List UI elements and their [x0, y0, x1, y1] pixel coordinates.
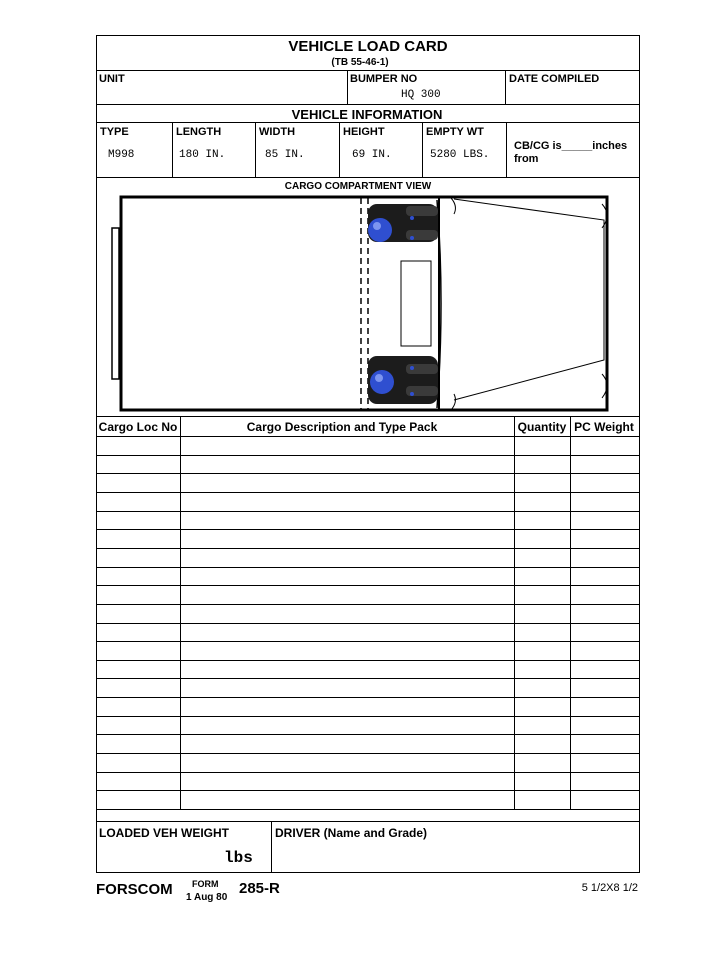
pc-weight-cell[interactable] [571, 530, 638, 547]
cargo-view-title: CARGO COMPARTMENT VIEW [284, 181, 432, 192]
pc-weight-cell[interactable] [571, 568, 638, 585]
cargo-loc-cell[interactable] [97, 717, 180, 734]
quantity-cell[interactable] [515, 474, 570, 491]
cargo-loc-cell[interactable] [97, 586, 180, 603]
empty-wt-field[interactable]: 5280 LBS. [430, 149, 490, 161]
divider [255, 122, 256, 177]
form-date: 1 Aug 80 [186, 892, 228, 903]
pc-weight-cell[interactable] [571, 717, 638, 734]
quantity-cell[interactable] [515, 624, 570, 641]
seated-soldier-figure [368, 204, 438, 242]
quantity-cell[interactable] [515, 493, 570, 510]
divider [271, 821, 272, 873]
divider [96, 70, 640, 71]
cargo-description-cell[interactable] [181, 586, 514, 603]
cargo-loc-cell[interactable] [97, 549, 180, 566]
pc-weight-cell[interactable] [571, 791, 638, 808]
quantity-cell[interactable] [515, 437, 570, 454]
cargo-description-cell[interactable] [181, 791, 514, 808]
pc-weight-cell[interactable] [571, 474, 638, 491]
width-label: WIDTH [259, 126, 296, 138]
hood-outline [454, 199, 604, 400]
cargo-loc-cell[interactable] [97, 773, 180, 790]
cargo-loc-cell[interactable] [97, 624, 180, 641]
cargo-description-cell[interactable] [181, 642, 514, 659]
col-header-quantity: Quantity [517, 420, 567, 434]
length-label: LENGTH [176, 126, 222, 138]
pc-weight-cell[interactable] [571, 735, 638, 752]
cargo-loc-cell[interactable] [97, 605, 180, 622]
cargo-loc-cell[interactable] [97, 530, 180, 547]
quantity-cell[interactable] [515, 605, 570, 622]
height-field[interactable]: 69 IN. [352, 149, 392, 161]
quantity-cell[interactable] [515, 773, 570, 790]
cargo-description-cell[interactable] [181, 717, 514, 734]
loaded-weight-unit: lbs [224, 849, 253, 867]
cargo-description-cell[interactable] [181, 735, 514, 752]
cargo-description-cell[interactable] [181, 437, 514, 454]
cargo-description-cell[interactable] [181, 568, 514, 585]
quantity-cell[interactable] [515, 791, 570, 808]
quantity-cell[interactable] [515, 642, 570, 659]
cargo-loc-cell[interactable] [97, 791, 180, 808]
cargo-description-cell[interactable] [181, 493, 514, 510]
pc-weight-cell[interactable] [571, 679, 638, 696]
forscom-label: FORSCOM [96, 881, 173, 898]
driver-label: DRIVER (Name and Grade) [275, 826, 428, 840]
pc-weight-cell[interactable] [571, 642, 638, 659]
cargo-description-cell[interactable] [181, 474, 514, 491]
pc-weight-cell[interactable] [571, 456, 638, 473]
pc-weight-cell[interactable] [571, 773, 638, 790]
quantity-cell[interactable] [515, 456, 570, 473]
divider [505, 70, 506, 104]
cargo-loc-cell[interactable] [97, 661, 180, 678]
pc-weight-cell[interactable] [571, 624, 638, 641]
cargo-loc-cell[interactable] [97, 735, 180, 752]
bumper-no-label: BUMPER NO [350, 73, 418, 85]
quantity-cell[interactable] [515, 586, 570, 603]
cargo-loc-cell[interactable] [97, 642, 180, 659]
center-console [401, 261, 431, 346]
cargo-bed-outline [121, 197, 607, 410]
bumper-no-field[interactable]: HQ 300 [401, 89, 441, 101]
height-label: HEIGHT [343, 126, 385, 138]
col-header-pc-weight: PC Weight [574, 420, 634, 434]
form-number: 285-R [239, 880, 280, 897]
pc-weight-cell[interactable] [571, 698, 638, 715]
cargo-description-cell[interactable] [181, 679, 514, 696]
quantity-cell[interactable] [515, 754, 570, 771]
quantity-cell[interactable] [515, 568, 570, 585]
form-title: VEHICLE LOAD CARD [288, 38, 448, 55]
cargo-loc-cell[interactable] [97, 512, 180, 529]
cargo-description-cell[interactable] [181, 624, 514, 641]
quantity-cell[interactable] [515, 530, 570, 547]
quantity-cell[interactable] [515, 717, 570, 734]
cargo-description-cell[interactable] [181, 512, 514, 529]
quantity-cell[interactable] [515, 661, 570, 678]
pc-weight-cell[interactable] [571, 586, 638, 603]
col-header-description: Cargo Description and Type Pack [246, 420, 438, 434]
pc-weight-cell[interactable] [571, 437, 638, 454]
divider [339, 122, 340, 177]
date-compiled-label: DATE COMPILED [509, 73, 600, 85]
pc-weight-cell[interactable] [571, 754, 638, 771]
cargo-loc-cell[interactable] [97, 679, 180, 696]
cargo-loc-cell[interactable] [97, 456, 180, 473]
tailgate [112, 228, 119, 379]
divider [96, 416, 640, 417]
divider [422, 122, 423, 177]
empty-wt-label: EMPTY WT [426, 126, 484, 138]
cargo-description-cell[interactable] [181, 773, 514, 790]
col-header-cargo-loc: Cargo Loc No [98, 420, 178, 434]
cargo-description-cell[interactable] [181, 456, 514, 473]
cargo-description-cell[interactable] [181, 754, 514, 771]
divider [96, 821, 640, 822]
type-field[interactable]: M998 [108, 149, 135, 161]
row-divider [96, 809, 640, 810]
quantity-cell[interactable] [515, 512, 570, 529]
cargo-loc-cell[interactable] [97, 698, 180, 715]
cbcg-label: CB/CG is_____inches [514, 140, 628, 152]
divider [96, 104, 640, 105]
quantity-cell[interactable] [515, 735, 570, 752]
unit-label: UNIT [99, 73, 125, 85]
cargo-description-cell[interactable] [181, 549, 514, 566]
cargo-loc-cell[interactable] [97, 568, 180, 585]
length-field[interactable]: 180 IN. [179, 149, 226, 161]
vehicle-top-view-diagram [96, 190, 640, 416]
loaded-weight-label: LOADED VEH WEIGHT [99, 826, 230, 840]
pc-weight-cell[interactable] [571, 493, 638, 510]
divider [96, 122, 640, 123]
cargo-loc-cell[interactable] [97, 493, 180, 510]
quantity-cell[interactable] [515, 698, 570, 715]
cargo-description-cell[interactable] [181, 530, 514, 547]
width-field[interactable]: 85 IN. [265, 149, 305, 161]
divider [506, 122, 507, 177]
cargo-loc-cell[interactable] [97, 754, 180, 771]
form-subtitle: (TB 55-46-1) [331, 57, 389, 68]
quantity-cell[interactable] [515, 549, 570, 566]
divider [96, 177, 640, 178]
pc-weight-cell[interactable] [571, 661, 638, 678]
cargo-description-cell[interactable] [181, 605, 514, 622]
divider [172, 122, 173, 177]
pc-weight-cell[interactable] [571, 549, 638, 566]
cargo-loc-cell[interactable] [97, 474, 180, 491]
cargo-description-cell[interactable] [181, 661, 514, 678]
quantity-cell[interactable] [515, 679, 570, 696]
cbcg-label-from: from [514, 153, 539, 165]
pc-weight-cell[interactable] [571, 512, 638, 529]
divider [347, 70, 348, 104]
form-word: FORM [192, 879, 219, 889]
paper-size: 5 1/2X8 1/2 [581, 882, 638, 894]
type-label: TYPE [100, 126, 129, 138]
seated-soldier-figure [368, 356, 438, 404]
cargo-description-cell[interactable] [181, 698, 514, 715]
pc-weight-cell[interactable] [571, 605, 638, 622]
cargo-loc-cell[interactable] [97, 437, 180, 454]
vehicle-info-title: VEHICLE INFORMATION [291, 107, 443, 122]
